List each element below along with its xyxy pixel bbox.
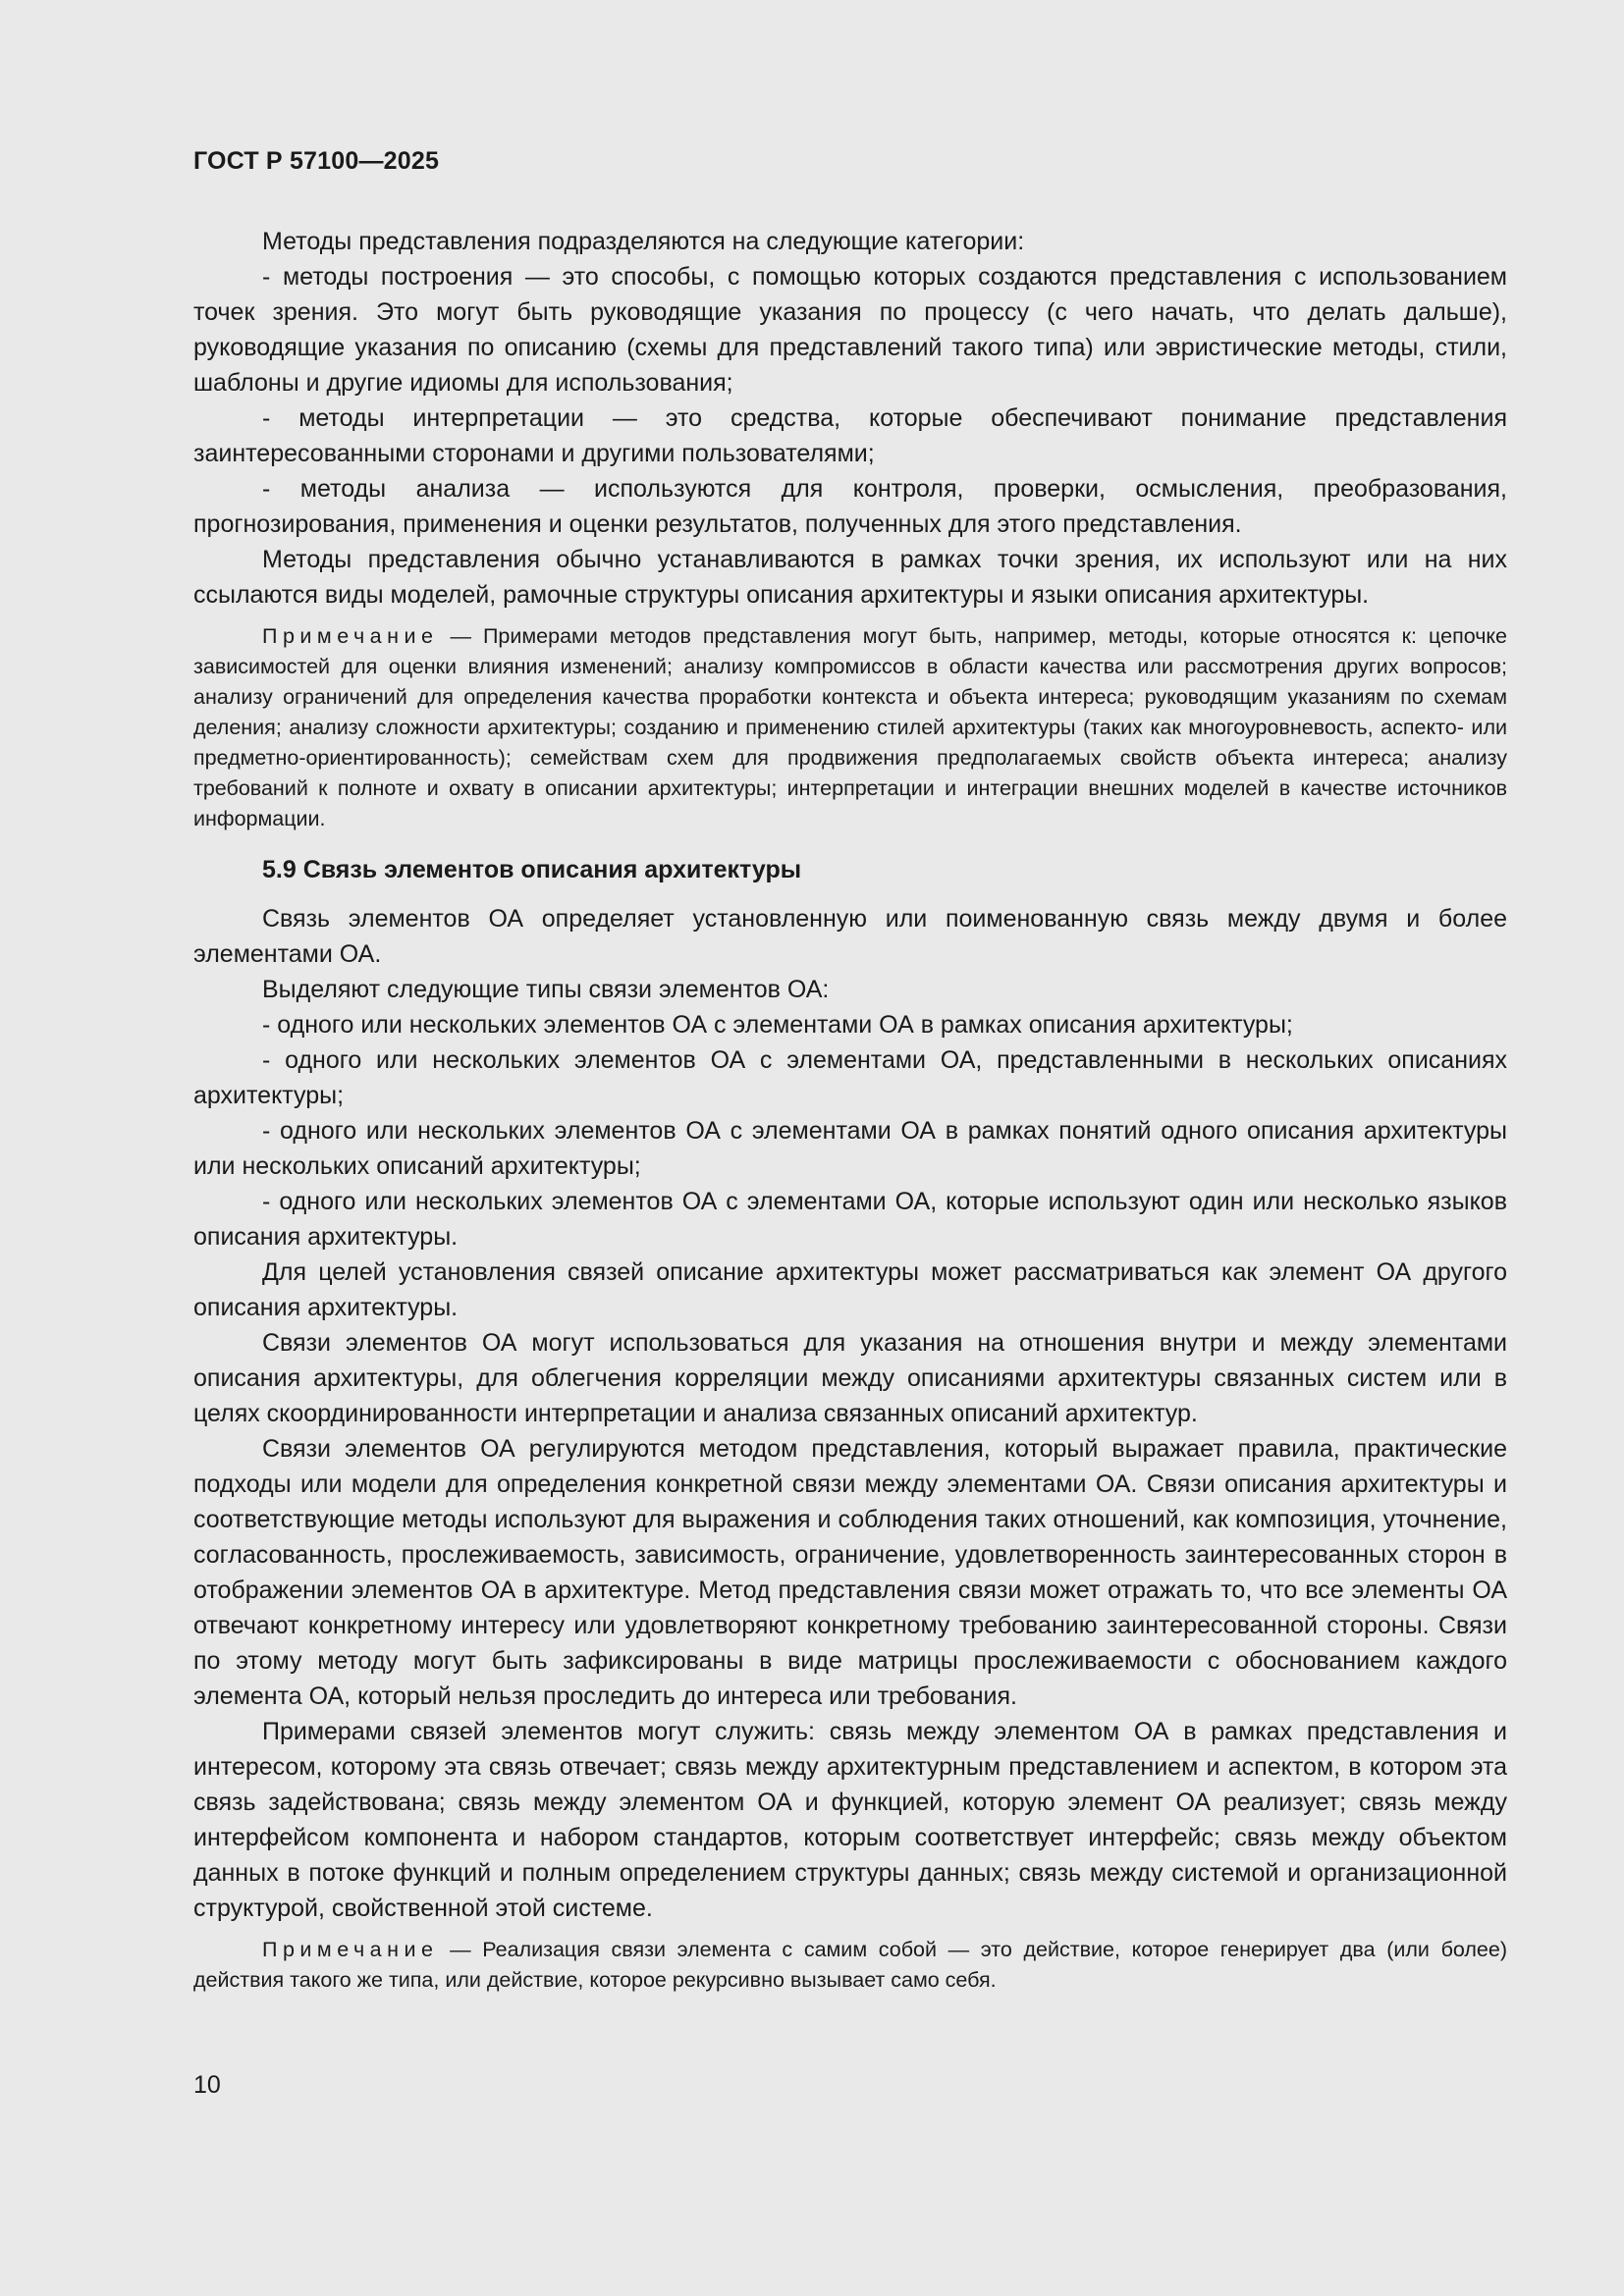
- note-text: — Примерами методов представления могут быть, например, методы, которые относятся к: цепочке зависимостей для оценки влияния изменений; анализу компромиссов в области качества или рассмотрения других вопросов; анализу ограничений для определения качества проработки контекста и объекта интереса; руководящим указаниям по схемам деления; анализу сложности архитектуры; созданию и применению стилей архитектуры (таких как многоуровневость, аспекто- или предметно-ориентированность); семействам схем для продвижения предполагаемых свойств объекта интереса; анализу требований к полноте и охвату в описании архитектуры; интерпретации и интеграции внешних моделей в качестве источников информации.: [193, 624, 1507, 830]
- list-item: - одного или нескольких элементов ОА с элементами ОА, представленными в нескольких описаниях архитектуры;: [193, 1046, 1507, 1109]
- list-item: - одного или нескольких элементов ОА с элементами ОА в рамках описания архитектуры;: [262, 1011, 1293, 1039]
- paragraph: Связи элементов ОА могут использоваться для указания на отношения внутри и между элементами описания архитектуры, для облегчения корреляции между описаниями архитектуры связанных систем или в целях скоординированности интерпретации и анализа связанных описаний архитектур.: [193, 1329, 1507, 1427]
- list-item: - одного или нескольких элементов ОА с элементами ОА, которые используют один или несколько языков описания архитектуры.: [193, 1188, 1507, 1251]
- paragraph: Связи элементов ОА регулируются методом представления, который выражает правила, практические подходы или модели для определения конкретной связи между элементами ОА. Связи описания архитектуры и соответствующие методы используют для выражения и соблюдения таких отношений, как композиция, уточнение, согласованность, прослеживаемость, зависимость, ограничение, удовлетворенность заинтересованных сторон в отображении элементов ОА в архитектуре. Метод представления связи может отражать то, что все элементы ОА отвечают конкретному интересу или удовлетворяют конкретному требованию заинтересованной стороны. Связи по этому методу могут быть зафиксированы в виде матрицы прослеживаемости с обоснованием каждого элемента ОА, который нельзя проследить до интереса или требования.: [193, 1435, 1507, 1710]
- note: [193, 621, 1507, 834]
- note-label: Примечание: [262, 1938, 439, 1961]
- list-item: - методы построения — это способы, с помощью которых создаются представления с использованием точек зрения. Это могут быть руководящие указания по процессу (с чего начать, что делать дальше), руководящие указания по описанию (схемы для представлений такого типа) или эвристические методы, стили, шаблоны и другие идиомы для использования;: [193, 263, 1507, 397]
- paragraph: Примерами связей элементов могут служить: связь между элементом ОА в рамках представления и интересом, которому эта связь отвечает; связь между архитектурным представлением и аспектом, в котором эта связь задействована; связь между элементом ОА и функцией, которую элемент ОА реализует; связь между интерфейсом компонента и набором стандартов, которым соответствует интерфейс; связь между объектом данных в потоке функций и полным определением структуры данных; связь между системой и организационной структурой, свойственной этой системе.: [193, 1718, 1507, 1922]
- list-item: - методы интерпретации — это средства, которые обеспечивают понимание представления заинтересованными сторонами и другими пользователями;: [193, 404, 1507, 467]
- paragraph: Выделяют следующие типы связи элементов ОА:: [262, 976, 830, 1003]
- paragraph: Для целей установления связей описание архитектуры может рассматриваться как элемент ОА другого описания архитектуры.: [193, 1258, 1507, 1321]
- section-heading: 5.9 Связь элементов описания архитектуры: [262, 856, 802, 883]
- document-header: ГОСТ Р 57100—2025: [193, 147, 440, 175]
- note-label: Примечание: [262, 624, 439, 648]
- page-body: [193, 224, 1507, 1996]
- list-item: - методы анализа — используются для контроля, проверки, осмысления, преобразования, прогнозирования, применения и оценки результатов, полученных для этого представления.: [193, 475, 1507, 538]
- paragraph: Методы представления обычно устанавливаются в рамках точки зрения, их используют или на них ссылаются виды моделей, рамочные структуры описания архитектуры и языки описания архитектуры.: [193, 546, 1507, 609]
- paragraph: Методы представления подразделяются на следующие категории:: [262, 228, 1025, 255]
- paragraph: Связь элементов ОА определяет установленную или поименованную связь между двумя и более элементами ОА.: [193, 905, 1507, 968]
- note: [193, 1935, 1507, 1996]
- list-item: - одного или нескольких элементов ОА с элементами ОА в рамках понятий одного описания архитектуры или нескольких описаний архитектуры;: [193, 1117, 1507, 1180]
- page-number: 10: [193, 2071, 221, 2099]
- note-text: — Реализация связи элемента с самим собой — это действие, которое генерирует два (или более) действия такого же типа, или действие, которое рекурсивно вызывает само себя.: [193, 1938, 1507, 1992]
